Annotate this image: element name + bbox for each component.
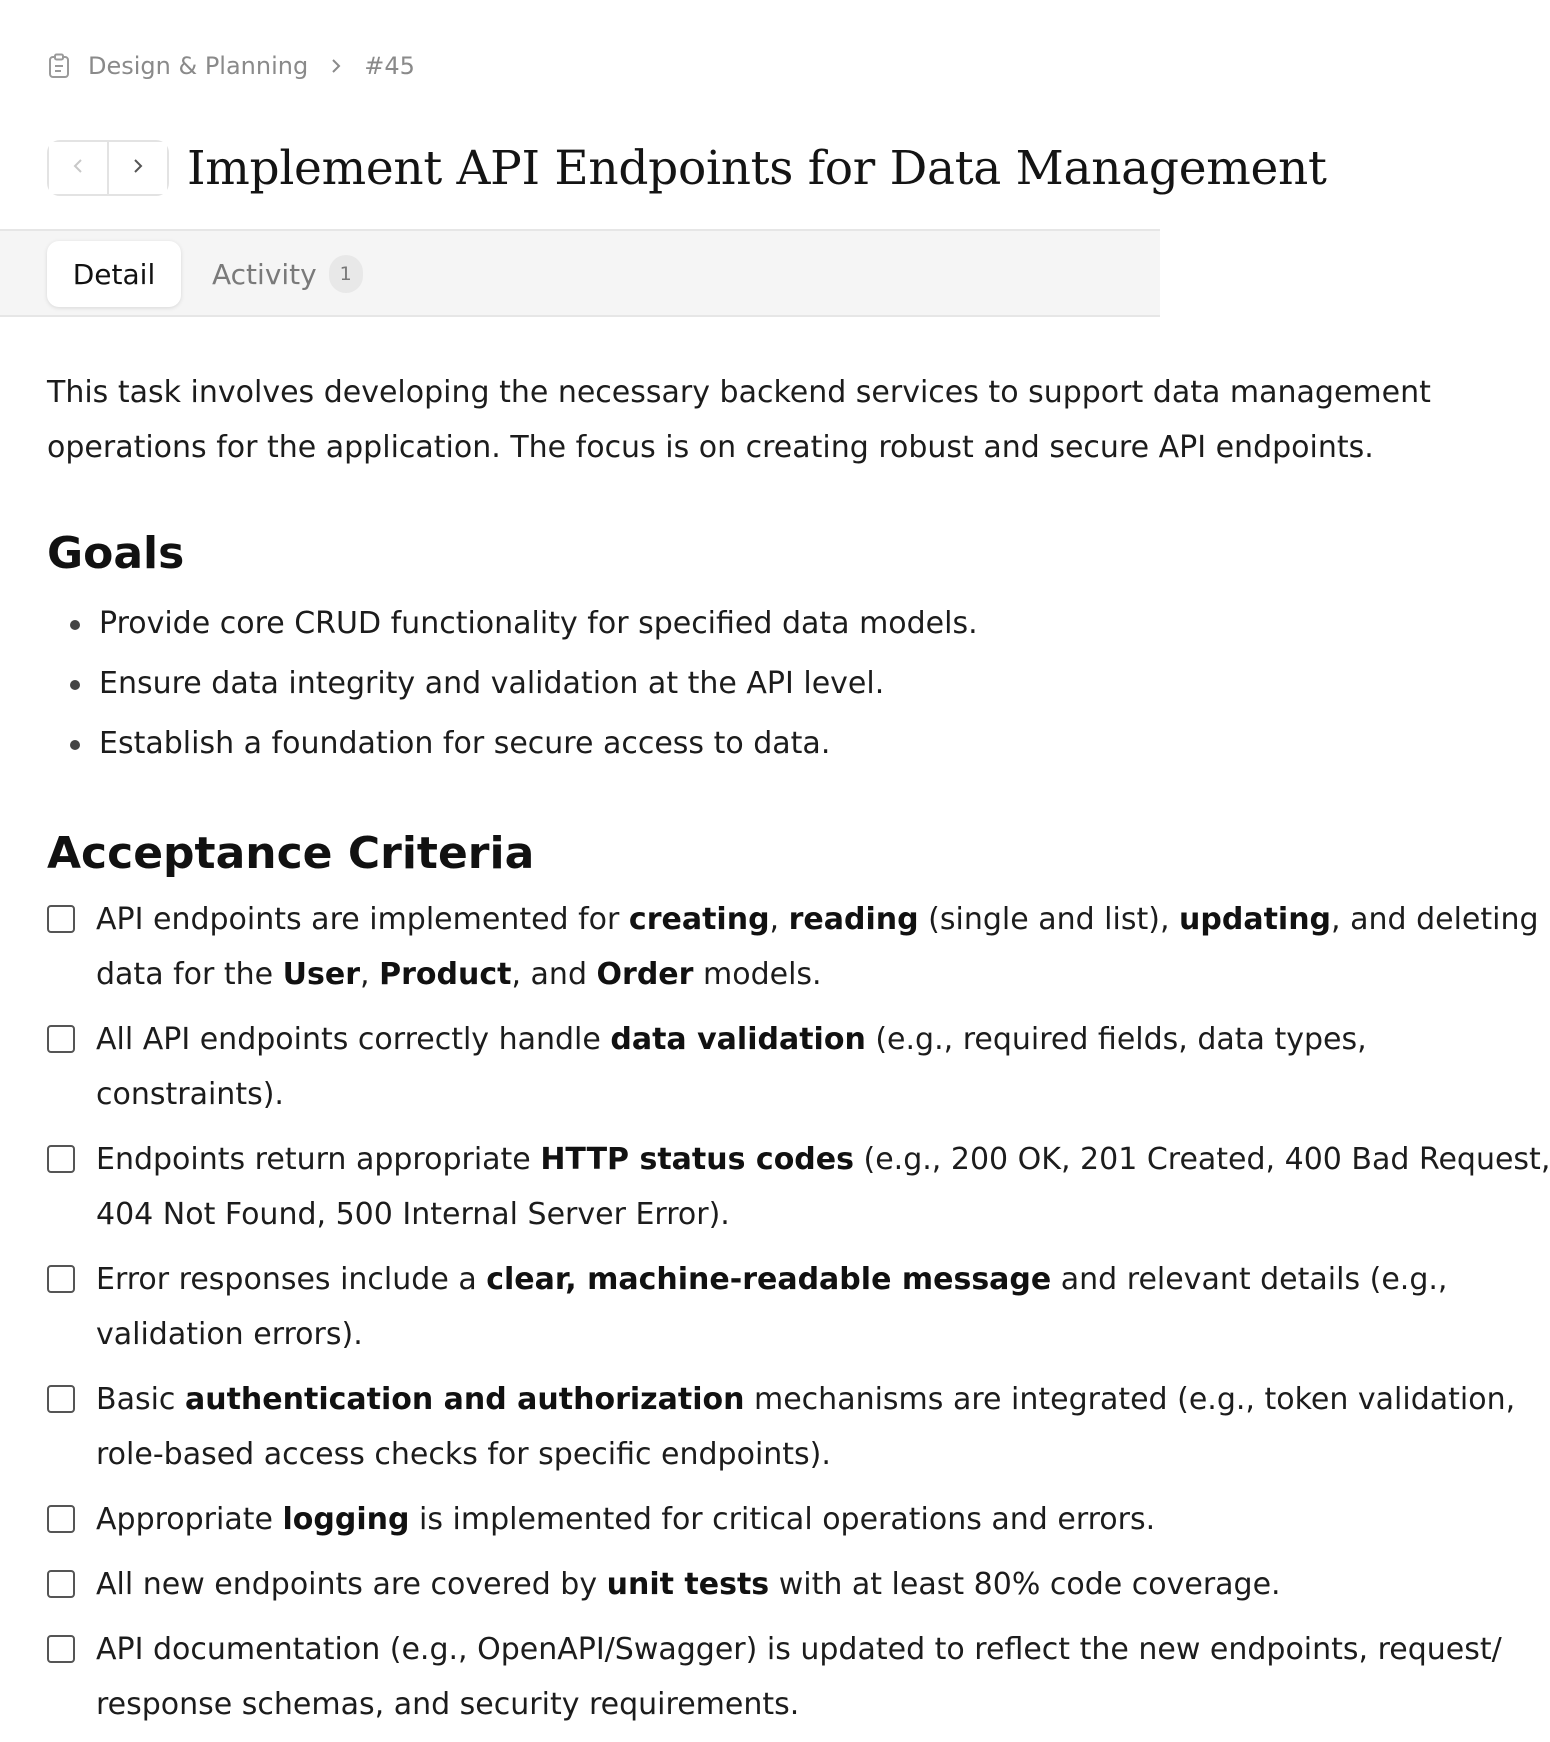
checklist-item-text — [96, 947, 1160, 1002]
checklist-item-text — [96, 1492, 1160, 1547]
acceptance-criteria-list — [47, 892, 1550, 1732]
tab-activity[interactable] — [212, 241, 363, 307]
text-segment: All new endpoints are covered by — [96, 1567, 607, 1602]
checklist-item-text — [96, 1067, 1160, 1122]
emphasis-text: HTTP status codes — [540, 1142, 854, 1177]
text-segment: constraints). — [96, 1077, 284, 1112]
text-segment: with at least 80% code coverage. — [769, 1567, 1281, 1602]
text-segment: response schemas, and security requirements. — [96, 1687, 800, 1722]
page-title: Implement API Endpoints for Data Management — [187, 140, 1327, 196]
text-segment: validation errors). — [96, 1317, 363, 1352]
text-segment: role-based access checks for specific endpoints). — [96, 1437, 831, 1472]
text-segment: All API endpoints correctly handle — [96, 1022, 611, 1057]
checkbox[interactable] — [47, 1570, 75, 1598]
text-segment: models. — [693, 957, 822, 992]
checklist-item-text — [96, 1622, 1502, 1677]
text-segment: , — [769, 902, 789, 937]
checklist-item-text — [96, 1307, 1160, 1362]
text-segment: (single and list), — [918, 902, 1180, 937]
text-segment: , — [360, 957, 380, 992]
text-segment: , and deleting — [1331, 902, 1539, 937]
checklist-item-text — [96, 1187, 1160, 1242]
checkbox[interactable] — [47, 1025, 75, 1053]
issue-detail-content — [47, 365, 1550, 1742]
checklist-item — [47, 1492, 1160, 1547]
emphasis-text: clear, machine-readable message — [486, 1262, 1052, 1297]
chevron-right-icon — [330, 57, 342, 75]
breadcrumb-issue-id: #45 — [364, 52, 415, 80]
emphasis-text: authentication and authorization — [184, 1382, 745, 1417]
emphasis-text: unit tests — [606, 1567, 770, 1602]
checklist-item-text — [96, 1677, 1160, 1732]
checklist-item — [47, 1012, 1367, 1122]
page-header — [47, 136, 1327, 200]
checkbox[interactable] — [47, 1385, 75, 1413]
checklist-item-text — [96, 1557, 1281, 1612]
checklist-item — [47, 1132, 1550, 1242]
list-item — [47, 654, 1160, 714]
activity-count-badge: 1 — [329, 255, 363, 293]
list-item — [47, 714, 1160, 774]
emphasis-text: logging — [282, 1502, 410, 1537]
text-segment: is implemented for critical operations and errors. — [409, 1502, 1156, 1537]
checklist-item — [47, 1622, 1502, 1732]
emphasis-text: User — [282, 957, 361, 992]
goals-heading: Goals — [47, 528, 185, 579]
checkbox[interactable] — [47, 1635, 75, 1663]
clipboard-icon — [48, 53, 70, 79]
tab-activity-label: Activity — [212, 257, 317, 291]
breadcrumb-project-link[interactable]: Design & Planning — [88, 52, 309, 80]
checklist-item-text — [96, 1372, 1516, 1427]
tab-detail-label: Detail — [72, 257, 156, 291]
checkbox[interactable] — [47, 1145, 75, 1173]
checklist-item — [47, 1372, 1516, 1482]
checklist-item-text — [96, 1132, 1550, 1187]
chevron-right-icon — [131, 156, 145, 180]
tab-bar — [0, 229, 1160, 317]
list-item — [47, 594, 1160, 654]
text-segment: data for the — [96, 957, 283, 992]
text-segment: mechanisms are integrated (e.g., token validation, — [744, 1382, 1516, 1417]
emphasis-text: Order — [596, 957, 694, 992]
issue-navigation — [47, 140, 169, 196]
goal-text: Provide core CRUD functionality for specified data models. — [99, 606, 978, 641]
description-line: operations for the application. The focus is on creating robust and secure API endpoints. — [47, 430, 1374, 465]
acceptance-criteria-heading: Acceptance Criteria — [47, 828, 535, 879]
text-segment: Endpoints return appropriate — [96, 1142, 541, 1177]
text-segment: API documentation (e.g., OpenAPI/Swagger) is updated to reflect the new endpoints, request/ — [96, 1632, 1502, 1667]
text-segment: , and — [511, 957, 597, 992]
text-segment: Basic — [96, 1382, 185, 1417]
description — [47, 365, 1431, 475]
checklist-item — [47, 892, 1539, 1002]
emphasis-text: reading — [788, 902, 919, 937]
goal-text: Ensure data integrity and validation at the API level. — [99, 666, 885, 701]
text-segment: API endpoints are implemented for — [96, 902, 629, 937]
text-segment: Appropriate — [96, 1502, 283, 1537]
checklist-item-text — [96, 1012, 1367, 1067]
goals-list — [47, 594, 1160, 774]
checkbox[interactable] — [47, 1265, 75, 1293]
checklist-item — [47, 1252, 1448, 1362]
chevron-left-icon — [71, 156, 85, 180]
checkbox[interactable] — [47, 905, 75, 933]
text-segment: (e.g., 200 OK, 201 Created, 400 Bad Request, — [853, 1142, 1550, 1177]
previous-issue-button[interactable] — [49, 142, 107, 194]
text-segment: (e.g., required fields, data types, — [865, 1022, 1367, 1057]
breadcrumb — [48, 52, 415, 80]
text-segment: and relevant details (e.g., — [1051, 1262, 1448, 1297]
checklist-item-text — [96, 1252, 1448, 1307]
tab-detail[interactable] — [47, 241, 181, 307]
checkbox[interactable] — [47, 1505, 75, 1533]
goal-text: Establish a foundation for secure access to data. — [99, 726, 831, 761]
bullet-icon — [70, 740, 80, 750]
emphasis-text: updating — [1179, 902, 1332, 937]
text-segment: Error responses include a — [96, 1262, 487, 1297]
bullet-icon — [70, 620, 80, 630]
description-line: This task involves developing the necessary backend services to support data management — [47, 375, 1431, 410]
bullet-icon — [70, 680, 80, 690]
checklist-item-text — [96, 892, 1539, 947]
text-segment: 404 Not Found, 500 Internal Server Error). — [96, 1197, 730, 1232]
emphasis-text: creating — [628, 902, 770, 937]
emphasis-text: Product — [379, 957, 512, 992]
checklist-item — [47, 1557, 1281, 1612]
next-issue-button[interactable] — [107, 142, 167, 194]
checklist-item-text — [96, 1427, 1160, 1482]
emphasis-text: data validation — [610, 1022, 866, 1057]
